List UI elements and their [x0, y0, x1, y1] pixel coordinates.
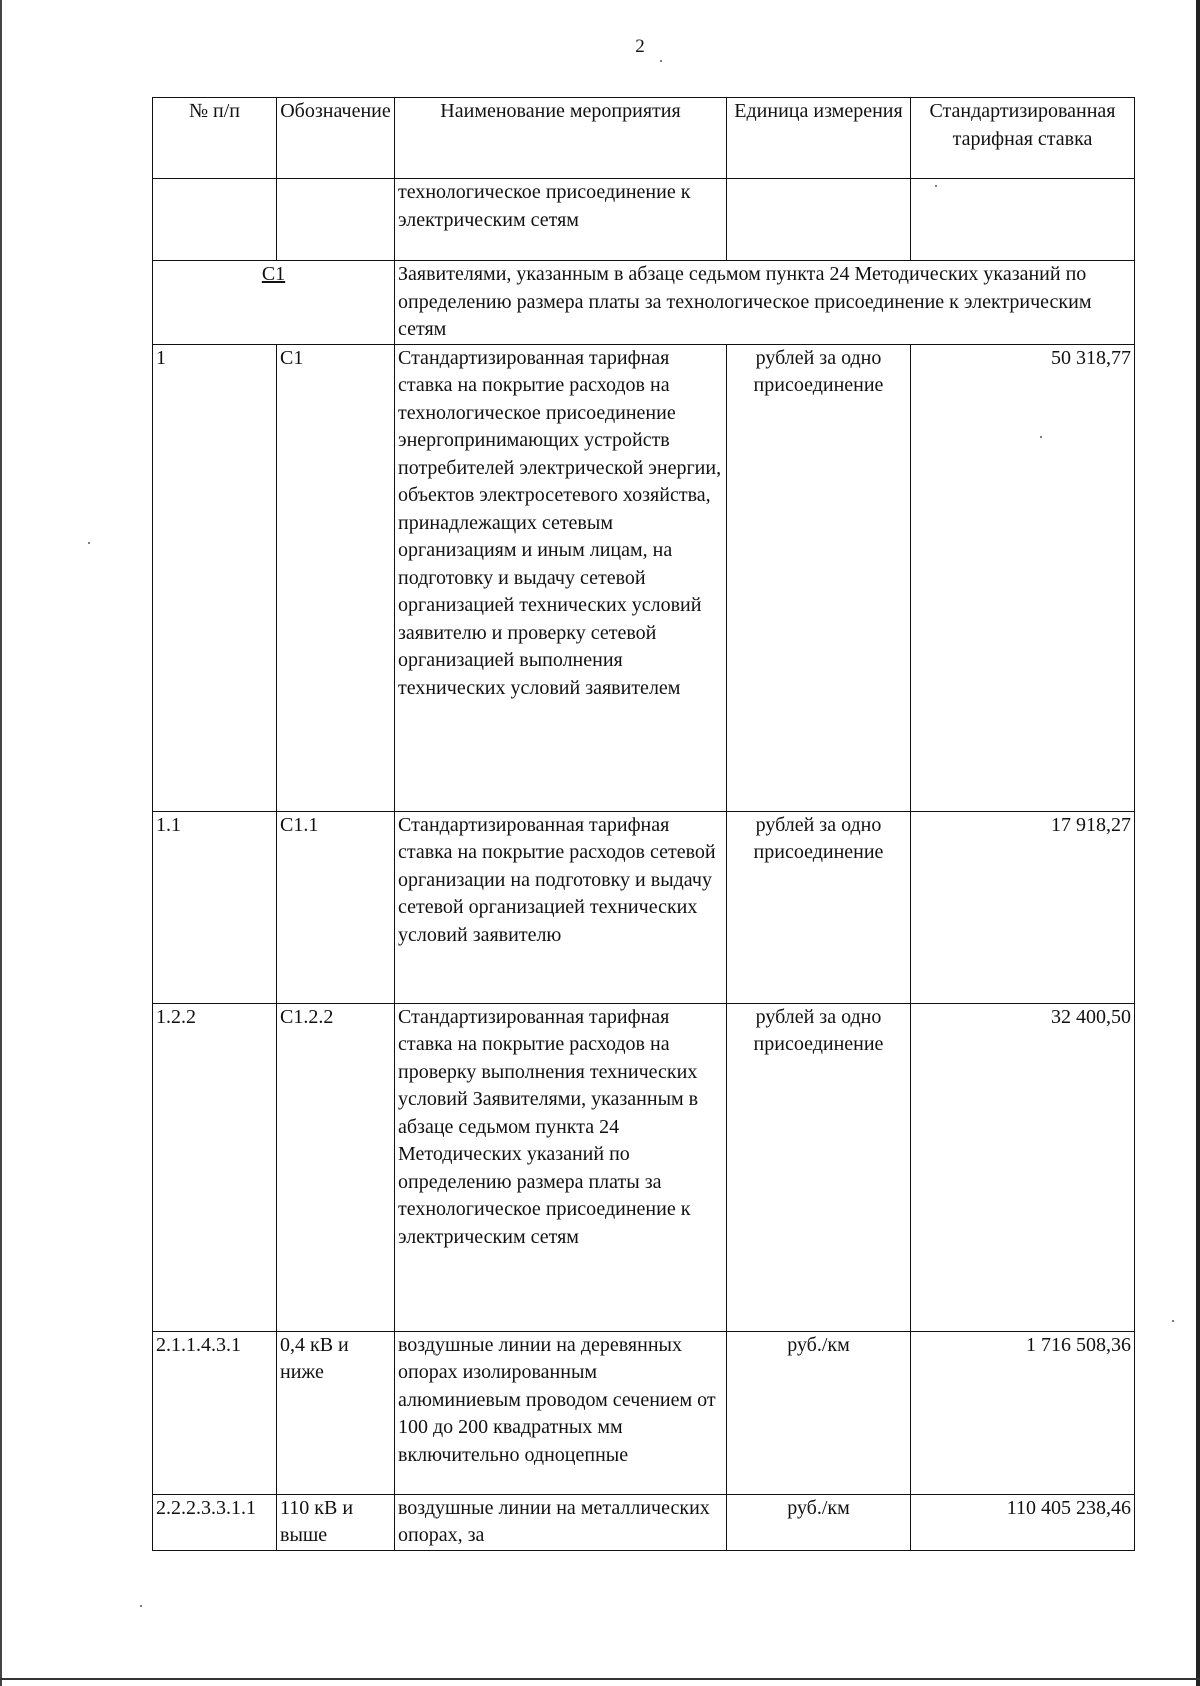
row-num: 2.2.2.3.3.1.1	[153, 1494, 277, 1550]
group-title: Заявителями, указанным в абзаце седьмом пункта 24 Методических указаний по определению размера платы за технологическое присоединение к электрическим сетям	[395, 261, 1135, 345]
row-code: 110 кВ и выше	[277, 1494, 395, 1550]
row-num: 1.1	[153, 811, 277, 1003]
row-unit: рублей за одно присоединение	[727, 344, 911, 811]
header-designation: Обозначение	[277, 98, 395, 179]
continuation-rate	[911, 179, 1135, 261]
header-event-name: Наименование мероприятия	[395, 98, 727, 179]
row-num: 2.1.1.4.3.1	[153, 1331, 277, 1494]
continuation-code	[277, 179, 395, 261]
continuation-text: технологическое присоединение к электрическим сетям	[395, 179, 727, 261]
page-edge-left	[0, 0, 2, 1686]
row-rate: 50 318,77	[911, 344, 1135, 811]
table-header-row	[153, 98, 1135, 179]
scan-speck	[660, 60, 662, 62]
row-code: 0,4 кВ и ниже	[277, 1331, 395, 1494]
row-num: 1	[153, 344, 277, 811]
row-rate: 32 400,50	[911, 1003, 1135, 1331]
row-rate: 1 716 508,36	[911, 1331, 1135, 1494]
group-row	[153, 261, 1135, 345]
row-name: Стандартизированная тарифная ставка на покрытие расходов сетевой организации на подготовку и выдачу сетевой организацией технических условий заявителю	[395, 811, 727, 1003]
row-unit: рублей за одно присоединение	[727, 811, 911, 1003]
header-unit: Единица измерения	[727, 98, 911, 179]
header-number: № п/п	[153, 98, 277, 179]
page-number: 2	[635, 36, 645, 57]
row-rate: 17 918,27	[911, 811, 1135, 1003]
row-name: Стандартизированная тарифная ставка на покрытие расходов на проверку выполнения технических условий Заявителями, указанным в абзаце седьмом пункта 24 Методических указаний по определению размера платы за технологическое присоединение к электрическим сетям	[395, 1003, 727, 1331]
continuation-num	[153, 179, 277, 261]
scan-speck	[140, 1605, 142, 1607]
row-rate: 110 405 238,46	[911, 1494, 1135, 1550]
row-unit: руб./км	[727, 1494, 911, 1550]
table-row	[153, 1331, 1135, 1494]
group-code: С1	[153, 261, 395, 345]
continuation-unit	[727, 179, 911, 261]
table-row	[153, 1003, 1135, 1331]
scan-speck	[1172, 1320, 1174, 1322]
row-code: С1.2.2	[277, 1003, 395, 1331]
row-num: 1.2.2	[153, 1003, 277, 1331]
table-row	[153, 811, 1135, 1003]
row-code: С1.1	[277, 811, 395, 1003]
row-unit: рублей за одно присоединение	[727, 1003, 911, 1331]
header-rate: Стандартизированная тарифная ставка	[911, 98, 1135, 179]
row-name: Стандартизированная тарифная ставка на покрытие расходов на технологическое присоединение энергопринимающих устройств потребителей электрической энергии, объектов электросетевого хозяйства, принадлежащих сетевым организациям и иным лицам, на подготовку и выдачу сетевой организацией технических условий заявителю и проверку сетевой организацией выполнения технических условий заявителем	[395, 344, 727, 811]
row-code: С1	[277, 344, 395, 811]
page-edge-right	[1196, 0, 1200, 1686]
row-name: воздушные линии на деревянных опорах изолированным алюминиевым проводом сечением от 100 до 200 квадратных мм включительно одноцепные	[395, 1331, 727, 1494]
row-name: воздушные линии на металлических опорах, за	[395, 1494, 727, 1550]
continuation-row	[153, 179, 1135, 261]
table-row	[153, 1494, 1135, 1550]
row-unit: руб./км	[727, 1331, 911, 1494]
page-edge-bottom	[0, 1678, 1200, 1680]
scan-speck	[88, 542, 90, 544]
table-row	[153, 344, 1135, 811]
tariff-table	[152, 97, 1135, 1551]
